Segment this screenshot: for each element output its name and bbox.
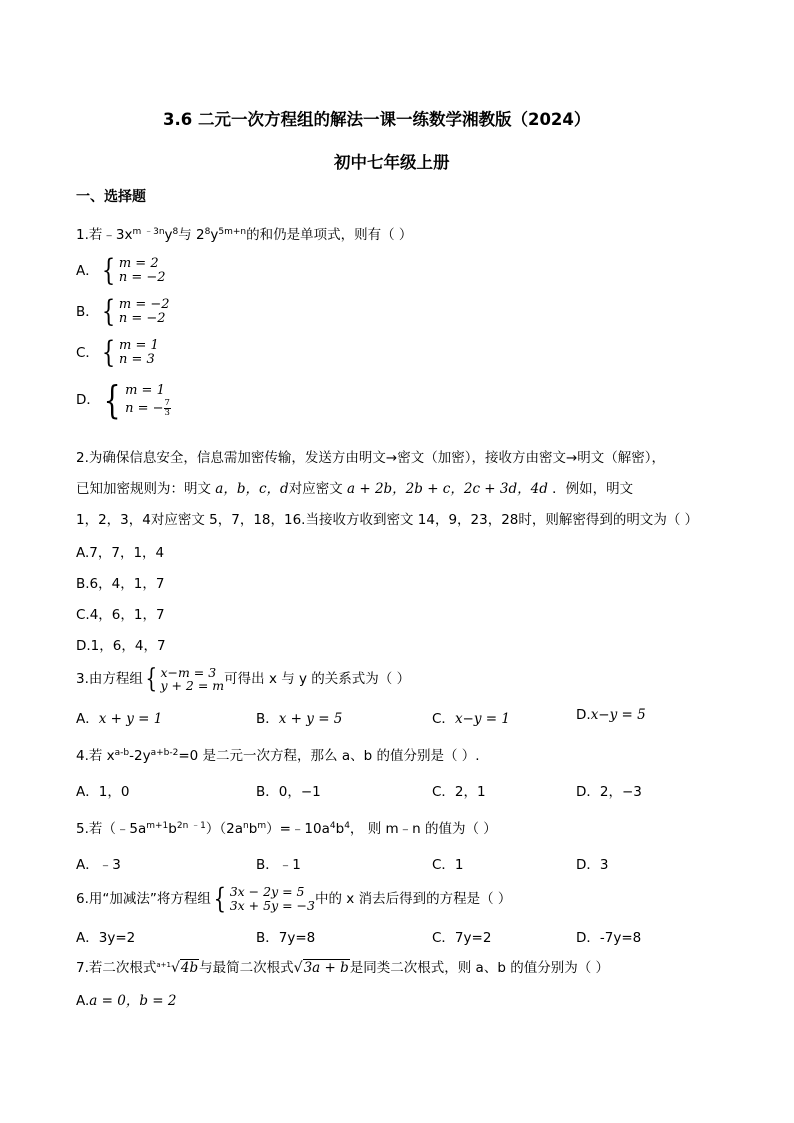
question-6-option-b[interactable]: B．7y=8 [256,930,316,946]
section-heading: 一、选择题 [76,189,146,205]
question-2-option-c[interactable]: C.4，6，1，7 [76,607,165,623]
question-1-option-a[interactable]: A． { m = 2 n = −2 [76,253,166,288]
question-3-option-b[interactable]: B．x + y = 5 [256,711,343,727]
page-subtitle: 初中七年级上册 [334,153,450,172]
question-1: 1.若$﹣3x^{m ﹣3n}y^8$与 $2^8y^{5m+n}$的和仍是单项式，则有（ ） [76,227,413,243]
question-5-option-a[interactable]: A．﹣3 [76,857,121,873]
question-4-option-c[interactable]: C．2，1 [432,784,486,800]
question-7: 7.若二次根式$^{a+1}$√4b与最简二次根式√3a + b是同类二次根式，则 a、b 的值分别为（ ） [76,960,609,976]
question-2-option-b[interactable]: B.6，4，1，7 [76,576,165,592]
question-4-option-d[interactable]: D．2，−3 [576,784,642,800]
question-5: 5.若$(﹣5a^{m+1}b^{2n ﹣1})(2a^nb^m)=﹣10a^4b^4$， 则 m﹣n 的值为（ ） [76,821,497,837]
question-2-option-d[interactable]: D.1，6，4，7 [76,638,166,654]
question-6-option-d[interactable]: D．-7y=8 [576,930,642,946]
question-4: 4.若 $x^{a-b}-2y^{a+b-2}=0$ 是二元一次方程，那么 a、b 的值分别是（ ）. [76,748,480,764]
question-4-option-a[interactable]: A．1，0 [76,784,130,800]
question-6: 6.用“加减法”将方程组 { 3x − 2y = 5 3x + 5y = −3 中的 x 消去后得到的方程是（ ） [76,882,512,915]
question-6-option-c[interactable]: C．7y=2 [432,930,492,946]
question-5-option-c[interactable]: C．1 [432,857,464,873]
question-1-option-b[interactable]: B． { m = −2 n = −2 [76,294,170,329]
question-2-line-2: 已知加密规则为：明文 a，b，c，d对应密文 a + 2b，2b + c，2c + 3d，4d ．例如，明文 [76,481,634,497]
question-3: 3.由方程组 { x−m = 3 y + 2 = m 可得出 x 与 y 的关系式为（ ） [76,664,411,694]
question-1-option-d[interactable]: D． { m = 1 n = − $\frac{7}{3}$ [76,378,170,422]
question-2-line-1: 2.为确保信息安全，信息需加密传输，发送方由明文→密文（加密），接收方由密文→明文（解密）， [76,450,666,466]
question-5-option-b[interactable]: B．﹣1 [256,857,301,873]
question-3-option-a[interactable]: A．x + y = 1 [76,711,163,727]
question-3-option-c[interactable]: C．x−y = 1 [432,711,510,727]
question-1-option-c[interactable]: C． { m = 1 n = 3 [76,335,159,370]
question-2-option-a[interactable]: A.7，7，1，4 [76,545,165,561]
question-2-line-3: 1，2，3，4对应密文 5，7，18，16.当接收方收到密文 14，9，23，28时，则解密得到的明文为（ ） [76,512,699,528]
question-5-option-d[interactable]: D．3 [576,857,609,873]
question-3-option-d[interactable]: D.x−y = 5 [576,707,646,723]
question-6-option-a[interactable]: A．3y=2 [76,930,136,946]
question-4-option-b[interactable]: B．0，−1 [256,784,321,800]
page-title: 3.6 二元一次方程组的解法一课一练数学湘教版（2024） [163,110,591,129]
question-7-option-a[interactable]: A.a = 0，b = 2 [76,993,177,1009]
